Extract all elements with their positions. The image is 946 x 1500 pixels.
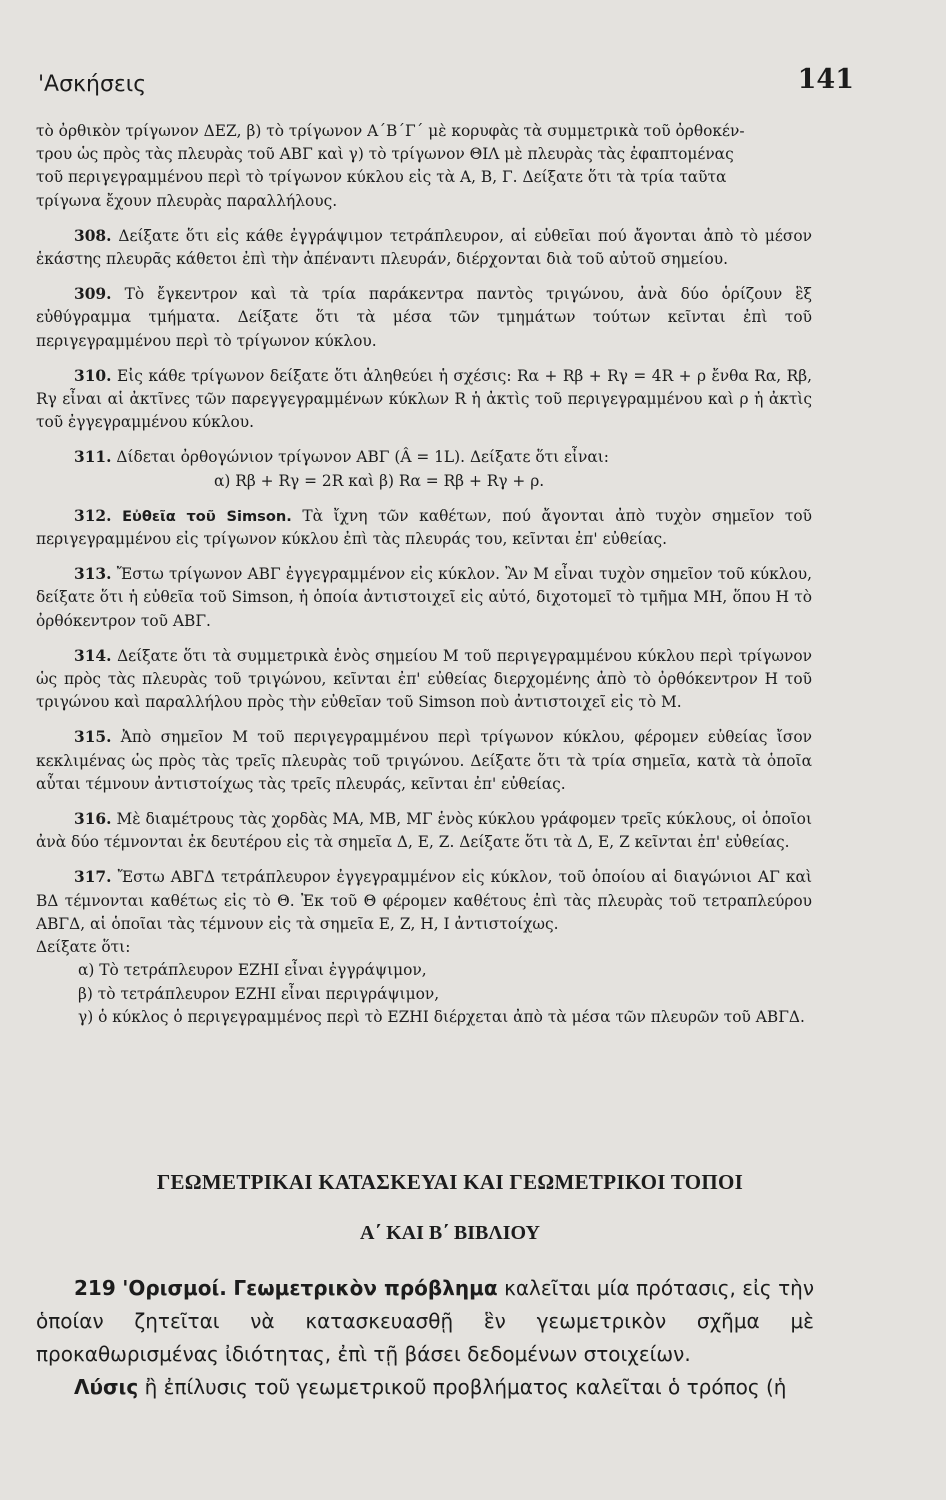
exercise-312 bbox=[36, 505, 812, 551]
exercise-311 bbox=[36, 446, 812, 469]
exercise-number: 312. bbox=[74, 506, 112, 525]
exercise-317-item: γ) ὁ κύκλος ὁ περιγεγραμμένος περὶ τὸ ΕΖΗΙ διέρχεται ἀπὸ τὰ μέσα τῶν πλευρῶν τοῦ ΑΒΓΔ. bbox=[78, 1007, 805, 1026]
exercise-number: 317. bbox=[74, 868, 112, 887]
defined-term: Λύσις bbox=[74, 1375, 139, 1399]
section-219-para-2 bbox=[36, 1371, 814, 1404]
section-text: ἢ ἐπίλυσις τοῦ γεωμετρικοῦ προβλήματος καλεῖται ὁ τρόπος (ἡ bbox=[144, 1375, 787, 1399]
exercise-317-item: α) Τὸ τετράπλευρον ΕΖΗΙ εἶναι ἐγγράψιμον, bbox=[78, 961, 427, 980]
exercise-text: Μὲ διαμέτρους τὰς χορδὰς ΜΑ, ΜΒ, ΜΓ ἑνὸς κύκλου γράφομεν τρεῖς κύκλους, οἱ ὁποῖοι ἀνὰ δύο τέμνονται ἐκ δευτέρου εἰς τὰ σημεῖα Δ, Ε, Ζ. Δείξατε ὅτι τὰ Δ, Ε, Ζ κεῖνται ἐπ' εὐθείας. bbox=[36, 810, 812, 852]
exercise-number: 315. bbox=[74, 728, 112, 747]
exercise-number: 313. bbox=[74, 565, 112, 584]
exercise-text: Δίδεται ὀρθογώνιον τρίγωνον ΑΒΓ (Â = 1L). Δείξατε ὅτι εἶναι: bbox=[116, 448, 609, 467]
intro-line: τρου ὡς πρὸς τὰς πλευρὰς τοῦ ΑΒΓ καὶ γ) τὸ τρίγωνον ΘΙΛ μὲ πλευρὰς τὰς ἐφαπτομένας bbox=[36, 145, 734, 164]
exercise-314 bbox=[36, 645, 812, 715]
exercise-311-formula: α) Rβ + Rγ = 2R καὶ β) Rα = Rβ + Rγ + ρ. bbox=[214, 471, 545, 490]
exercise-number: 314. bbox=[74, 646, 112, 665]
exercise-308 bbox=[36, 225, 812, 271]
exercise-number: 316. bbox=[74, 810, 112, 829]
exercise-text: Τὰ ἴχνη τῶν καθέτων, πού ἄγονται ἀπὸ τυχὸν σημεῖον τοῦ περιγεγραμμένου εἰς τρίγωνον κύκλου ἐπὶ τὰς πλευράς του, κεῖνται ἐπ' εὐθείας. bbox=[36, 506, 812, 549]
exercise-315 bbox=[36, 726, 812, 796]
intro-line: τὸ ὀρθικὸν τρίγωνον ΔΕΖ, β) τὸ τρίγωνον Α΄Β΄Γ΄ μὲ κορυφὰς τὰ συμμετρικὰ τοῦ ὀρθοκέν- bbox=[36, 122, 745, 140]
exercise-number: 308. bbox=[74, 226, 112, 245]
exercise-310 bbox=[36, 365, 812, 435]
page-header bbox=[38, 62, 854, 102]
exercise-text: Τὸ ἔγκεντρον καὶ τὰ τρία παράκεντρα παντὸς τριγώνου, ἀνὰ δύο ὁρίζουν ἓξ εὐθύγραμμα τμήματα. Δείξατε ὅτι τὰ μέσα τῶν τμημάτων τούτων κεῖνται ἐπὶ τοῦ περιγεγραμμένου περὶ τὸ τρίγωνον κύκλου. bbox=[36, 285, 812, 350]
section-number: 219 bbox=[74, 1276, 116, 1300]
exercise-text: Δείξατε ὅτι εἰς κάθε ἐγγράψιμον τετράπλευρον, αἱ εὐθεῖαι πού ἄγονται ἀπὸ τὸ μέσον ἑκάστης πλευρᾶς κάθετοι ἐπὶ τὴν ἀπέναντι πλευράν, διέρχονται διὰ τοῦ αὐτοῦ σημείου. bbox=[36, 226, 812, 269]
page-number: 141 bbox=[797, 64, 854, 95]
exercise-316 bbox=[36, 808, 812, 854]
exercise-317-item: β) τὸ τετράπλευρον ΕΖΗΙ εἶναι περιγράψιμον, bbox=[78, 984, 440, 1003]
intro-line: τρίγωνα ἔχουν πλευρὰς παραλλήλους. bbox=[36, 191, 338, 210]
exercise-text: Ἀπὸ σημεῖον Μ τοῦ περιγεγραμμένου περὶ τρίγωνον κύκλου, φέρομεν εὐθείας ἴσον κεκλιμένας ὡς πρὸς τὰς τρεῖς πλευρὰς τοῦ τριγώνου. Δείξατε ὅτι τὰ τρία σημεῖα, κατὰ τὰ ὁποῖα αὗται τέμνουν ἀντιστοίχως τὰς τρεῖς πλευράς, κεῖνται ἐπ' εὐθείας. bbox=[36, 728, 812, 793]
chapter-subheading: Α΄ ΚΑΙ Β΄ ΒΙΒΛΙΟΥ bbox=[360, 1222, 540, 1244]
chapter-heading: ΓΕΩΜΕΤΡΙΚΑΙ ΚΑΤΑΣΚΕΥΑΙ ΚΑΙ ΓΕΩΜΕΤΡΙΚΟΙ ΤΟΠΟΙ bbox=[156, 1170, 744, 1194]
exercise-text: Ἔστω ΑΒΓΔ τετράπλευρον ἐγγεγραμμένον εἰς κύκλον, τοῦ ὁποίου αἱ διαγώνιοι ΑΓ καὶ ΒΔ τέμνονται καθέτως εἰς τὸ Θ. Ἐκ τοῦ Θ φέρομεν καθέτους ἐπὶ τὰς πλευρὰς τοῦ τετραπλεύρου ΑΒΓΔ, αἱ ὁποῖαι τὰς τέμνουν εἰς τὰ σημεῖα Ε, Ζ, Η, Ι ἀντιστοίχως. bbox=[36, 868, 812, 933]
exercise-number: 311. bbox=[74, 448, 112, 467]
exercise-title: Εὐθεῖα τοῦ Simson. bbox=[122, 507, 292, 525]
exercise-317-lead: Δείξατε ὅτι: bbox=[36, 938, 131, 957]
exercise-text: Δείξατε ὅτι τὰ συμμετρικὰ ἑνὸς σημείου Μ τοῦ περιγεγραμμένου κύκλου περὶ τρίγωνον ὡς πρὸς τὰς πλευρὰς τοῦ τριγώνου, κεῖνται ἐπ' εὐθείας διερχομένης ἀπὸ τὸ ὀρθόκεντρον Η τοῦ τριγώνου καὶ παραλλήλου πρὸς τὴν εὐθεῖαν τοῦ Simson ποὺ ἀντιστοιχεῖ εἰς τὸ Μ. bbox=[36, 646, 812, 712]
section-title: 'Ασκήσεις bbox=[38, 72, 147, 97]
section-title: 'Ορισμοί. bbox=[122, 1276, 227, 1300]
exercises-body bbox=[36, 120, 812, 1029]
exercise-text: Ἔστω τρίγωνον ΑΒΓ ἐγγεγραμμένον εἰς κύκλον. Ἂν Μ εἶναι τυχὸν σημεῖον τοῦ κύκλου, δείξατε ὅτι ἡ εὐθεῖα τοῦ Simson, ἡ ὁποία ἀντιστοιχεῖ εἰς αὐτό, διχοτομεῖ τὸ τμῆμα ΜΗ, ὅπου Η τὸ ὀρθόκεντρον τοῦ ΑΒΓ. bbox=[36, 565, 812, 630]
section-219 bbox=[36, 1272, 814, 1404]
defined-term: Γεωμετρικὸν πρόβλημα bbox=[233, 1276, 498, 1300]
exercise-number: 310. bbox=[74, 366, 112, 385]
section-219-para bbox=[36, 1272, 814, 1371]
exercise-313 bbox=[36, 563, 812, 633]
exercise-number: 309. bbox=[74, 285, 112, 304]
exercise-text: Εἰς κάθε τρίγωνον δείξατε ὅτι ἀληθεύει ἡ σχέσις: Rα + Rβ + Rγ = 4R + ρ ἔνθα Rα, Rβ, Rγ εἶναι αἱ ἀκτῖνες τῶν παρεγγεγραμμένων κύκλων R ἡ ἀκτὶς τοῦ περιγεγραμμένου καὶ ρ ἡ ἀκτὶς τοῦ ἐγγεγραμμένου κύκλου. bbox=[36, 366, 812, 432]
section-text: καλεῖται μία πρότασις, εἰς τὴν ὁποίαν ζητεῖται νὰ κατασκευασθῇ ἓν γεωμετρικὸν σχῆμα μὲ προκαθωρισμένας ἰδιότητας, ἐπὶ τῇ βάσει δεδομένων στοιχείων. bbox=[36, 1276, 814, 1366]
exercise-309 bbox=[36, 283, 812, 353]
intro-line: τοῦ περιγεγραμμένου περὶ τὸ τρίγωνον κύκλου εἰς τὰ Α, Β, Γ. Δείξατε ὅτι τὰ τρία ταῦτα bbox=[36, 168, 727, 187]
exercise-317 bbox=[36, 866, 812, 936]
